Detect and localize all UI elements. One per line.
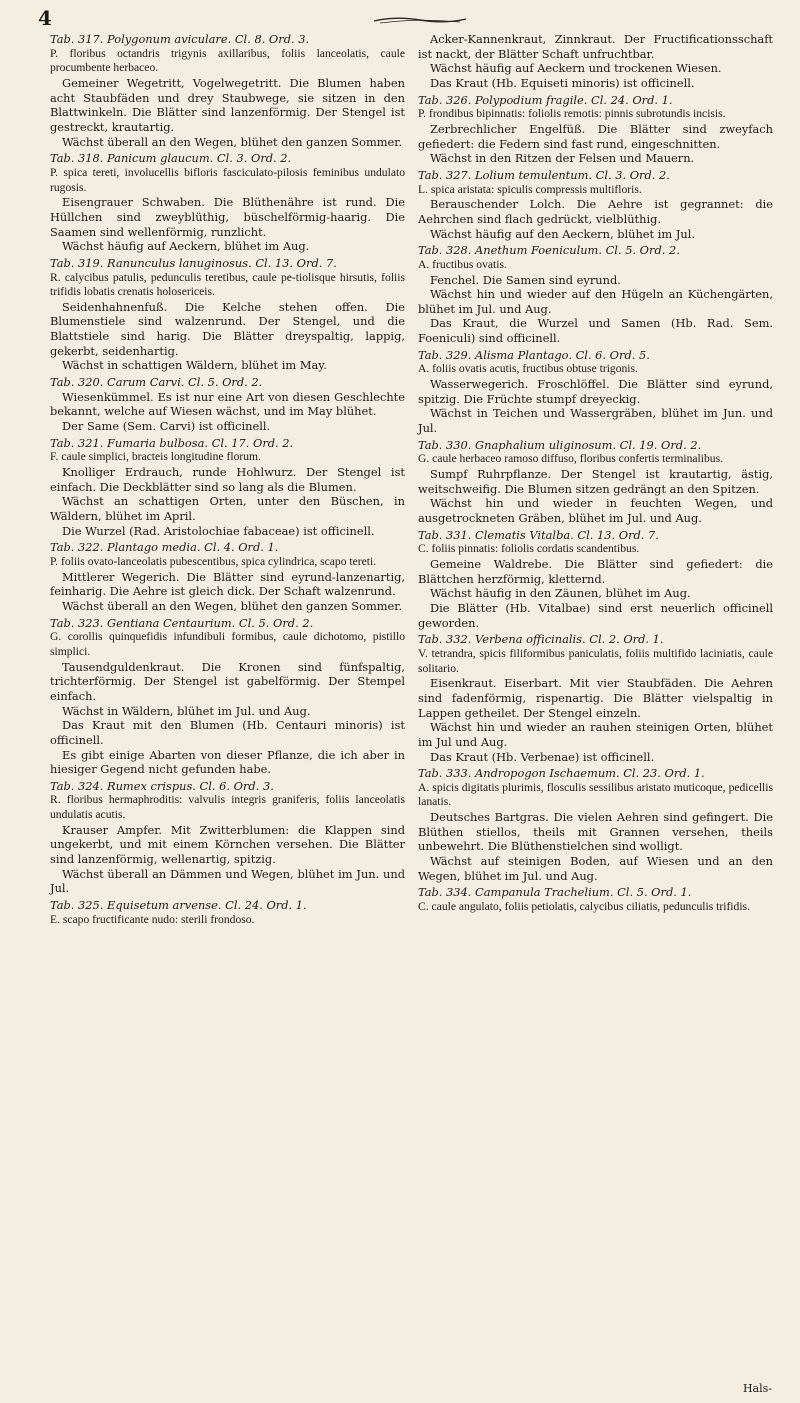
entry-heading: Tab. 327. Lolium temulentum. Cl. 3. Ord. 2. xyxy=(418,167,670,182)
entry-paragraph: Wächst häufig auf Aeckern und trockenen Wiesen. xyxy=(430,61,722,76)
entry-paragraph: Wächst überall an Dämmen und Wegen, blühet im Jun. und Jul. xyxy=(50,866,405,896)
entry-heading: Tab. 332. Verbena officinalis. Cl. 2. Ord. 1. xyxy=(418,632,664,647)
ornament-rule xyxy=(370,14,470,26)
latin-diagnosis: P. foliis ovato-lanceolatis pubescentibus, spica cylindrica, scapo tereti. xyxy=(50,554,377,568)
entry-paragraph: Das Kraut (Hb. Equiseti minoris) ist officinell. xyxy=(430,75,695,90)
entry-heading: Tab. 317. Polygonum aviculare. Cl. 8. Ord. 3. xyxy=(50,32,310,46)
entry-332 xyxy=(418,632,773,764)
entry-paragraph: Knolliger Erdrauch, runde Hohlwurz. Der Stengel ist einfach. Die Deckblätter sind so lang als die Blumen. xyxy=(50,465,405,494)
entry-334 xyxy=(418,885,773,914)
latin-diagnosis: G. corollis quinquefidis infundibuli formibus, caule dichotomo, pistillo simplici. xyxy=(50,630,405,658)
entry-323 xyxy=(50,616,405,777)
entry-heading: Tab. 318. Panicum glaucum. Cl. 3. Ord. 2. xyxy=(50,151,292,166)
latin-diagnosis: G. caule herbaceo ramoso diffuso, floribus confertis terminalibus. xyxy=(418,452,723,466)
latin-diagnosis: L. spica aristata: spiculis compressis multifloris. xyxy=(418,182,642,196)
entry-paragraph: Wächst in Teichen und Wassergräben, blühet im Jun. und Jul. xyxy=(418,406,773,436)
entry-paragraph: Die Wurzel (Rad. Aristolochiae fabaceae) ist officinell. xyxy=(62,523,375,538)
latin-diagnosis: A. spicis digitatis plurimis, flosculis sessilibus aristato muticoque, pedicellis lanatis. xyxy=(418,780,773,809)
entry-paragraph: Das Kraut (Hb. Verbenae) ist officinell. xyxy=(430,749,655,764)
entry-321 xyxy=(50,436,405,539)
latin-diagnosis: R. calycibus patulis, pedunculis teretibus, caule pe-tiolisque hirsutis, foliis trifidis lobatis crenatis holosericeis. xyxy=(50,270,405,299)
entry-heading: Tab. 321. Fumaria bulbosa. Cl. 17. Ord. 2. xyxy=(50,435,294,450)
latin-diagnosis: V. tetrandra, spicis filiformibus paniculatis, foliis multifido laciniatis, caule solitario. xyxy=(418,646,773,675)
entry-paragraph: Seidenhahnenfuß. Die Kelche stehen offen. Die Blumenstiele sind walzenrund. Der Stengel, und die Blattstiele sind harig. Die Blätter dreyspaltig, lappig, gekerbt, seidenhartig. xyxy=(50,299,405,358)
latin-diagnosis: A. foliis ovatis acutis, fructibus obtuse trigonis. xyxy=(418,362,638,376)
entry-paragraph: Wächst hin und wieder auf den Hügeln an Küchengärten, blühet im Jul. und Aug. xyxy=(418,287,773,316)
entry-paragraph: Wiesenkümmel. Es ist nur eine Art von diesen Geschlechte bekannt, welche auf Wiesen wächst, und im May blühet. xyxy=(50,389,405,419)
latin-diagnosis: P. frondibus bipinnatis: foliolis remotis: pinnis subrotundis incisis. xyxy=(418,107,726,121)
entry-paragraph: Wächst häufig auf Aeckern, blühet im Aug. xyxy=(62,239,310,254)
entry-heading: Tab. 329. Alisma Plantago. Cl. 6. Ord. 5. xyxy=(418,347,650,362)
entry-paragraph: Wächst in schattigen Wäldern, blühet im May. xyxy=(62,358,327,373)
entry-333 xyxy=(418,766,773,883)
entry-328 xyxy=(418,243,773,346)
entry-heading: Tab. 334. Campanula Trachelium. Cl. 5. Ord. 1. xyxy=(418,885,692,900)
entry-heading: Tab. 323. Gentiana Centaurium. Cl. 5. Ord. 2. xyxy=(50,615,314,630)
entry-paragraph: Wächst auf steinigen Boden, auf Wiesen und an den Wegen, blühet im Jul. und Aug. xyxy=(418,854,773,883)
latin-diagnosis: E. scapo fructificante nudo: sterili frondoso. xyxy=(50,912,255,926)
entry-paragraph: Wächst in den Ritzen der Felsen und Mauern. xyxy=(430,151,695,166)
entry-paragraph: Eisenkraut. Eiserbart. Mit vier Staubfäden. Die Aehren sind fadenförmig, rispenartig. Die Blätter vielspaltig in Lappen getheilet. Der Stengel einzeln. xyxy=(418,676,773,720)
entry-322 xyxy=(50,540,405,613)
entry-320 xyxy=(50,375,405,434)
right-column xyxy=(418,32,773,917)
entry-heading: Tab. 320. Carum Carvi. Cl. 5. Ord. 2. xyxy=(50,375,263,390)
entry-paragraph: Gemeiner Wegetritt, Vogelwegetritt. Die Blumen haben acht Staubfäden und drey Staubwege, sie sitzen in den Blattwinkeln. Die Blätter sind lanzenförmig. Der Stengel ist gestreckt, krautartig. xyxy=(50,75,405,134)
entry-heading: Tab. 326. Polypodium fragile. Cl. 24. Ord. 1. xyxy=(418,92,673,107)
page-number: 4 xyxy=(38,6,52,30)
entry-paragraph: Acker-Kannenkraut, Zinnkraut. Der Fructificationsschaft ist nackt, der Blätter Schaft unfruchtbar. xyxy=(418,32,773,61)
entry-327 xyxy=(418,168,773,241)
entry-318 xyxy=(50,151,405,254)
latin-diagnosis: C. caule angulato, foliis petiolatis, calycibus ciliatis, pedunculis trifidis. xyxy=(418,900,750,914)
entry-paragraph: Berauschender Lolch. Die Aehre ist gegrannet: die Aehrchen sind flach gedrückt, vielblüthig. xyxy=(418,197,773,226)
entry-329 xyxy=(418,348,773,436)
entry-paragraph: Wächst häufig in den Zäunen, blühet im Aug. xyxy=(430,586,691,601)
entry-heading: Tab. 333. Andropogon Ischaemum. Cl. 23. Ord. 1. xyxy=(418,766,705,781)
catchword: Hals- xyxy=(742,1382,772,1395)
entry-paragraph: Krauser Ampfer. Mit Zwitterblumen: die Klappen sind ungekerbt, und mit einem Körnchen versehen. Die Blätter sind lanzenförmig, wellenartig, spitzig. xyxy=(50,822,405,867)
entry-paragraph: Wasserwegerich. Froschlöffel. Die Blätter sind eyrund, spitzig. Die Früchte stumpf dreyeckig. xyxy=(418,377,773,406)
latin-diagnosis: F. caule simplici, bracteis longitudine florum. xyxy=(50,450,261,464)
latin-diagnosis: P. floribus octandris trigynis axillaribus, foliis lanceolatis, caule procumbente herbaceo. xyxy=(50,46,405,75)
entry-paragraph: Die Blätter (Hb. Vitalbae) sind erst neuerlich officinell geworden. xyxy=(418,600,773,630)
entry-paragraph: Fenchel. Die Samen sind eyrund. xyxy=(430,272,621,287)
entry-paragraph: Wächst hin und wieder an rauhen steinigen Orten, blühet im Jul und Aug. xyxy=(418,720,773,749)
entry-paragraph: Wächst in Wäldern, blühet im Jul. und Aug. xyxy=(62,703,311,718)
entry-paragraph: Tausendguldenkraut. Die Kronen sind fünfspaltig, trichterförmig. Der Stengel ist gabelförmig. Der Stempel einfach. xyxy=(50,659,405,703)
entry-paragraph: Wächst an schattigen Orten, unter den Büschen, in Wäldern, blühet im April. xyxy=(50,494,405,523)
entry-317 xyxy=(50,32,405,149)
entry-heading: Tab. 322. Plantago media. Cl. 4. Ord. 1. xyxy=(50,540,279,555)
entry-paragraph: Mittlerer Wegerich. Die Blätter sind eyrund-lanzenartig, feinharig. Die Aehre ist gleich dick. Der Schaft walzenrund. xyxy=(50,569,405,599)
entry-325 xyxy=(50,898,405,927)
entry-paragraph: Das Kraut, die Wurzel und Samen (Hb. Rad. Sem. Foeniculi) sind officinell. xyxy=(418,316,773,346)
latin-diagnosis: C. foliis pinnatis: foliolis cordatis scandentibus. xyxy=(418,542,640,556)
entry-paragraph: Deutsches Bartgras. Die vielen Aehren sind gefingert. Die Blüthen stiellos, theils mit Grannen versehen, theils unbewehrt. Die Blüthenstielchen sind wolligt. xyxy=(418,810,773,854)
entry-paragraph: Der Same (Sem. Carvi) ist officinell. xyxy=(62,419,271,434)
entry-heading: Tab. 328. Anethum Foeniculum. Cl. 5. Ord. 2. xyxy=(418,243,680,258)
entry-326 xyxy=(418,93,773,166)
entry-heading: Tab. 325. Equisetum arvense. Cl. 24. Ord. 1. xyxy=(50,898,307,913)
entry-heading: Tab. 324. Rumex crispus. Cl. 6. Ord. 3. xyxy=(50,778,274,793)
latin-diagnosis: A. fructibus ovatis. xyxy=(418,257,507,271)
entry-paragraph: Wächst häufig auf den Aeckern, blühet im Jul. xyxy=(430,226,695,241)
entry-paragraph: Eisengrauer Schwaben. Die Blüthenähre ist rund. Die Hüllchen sind zweyblüthig, büschelförmig-haarig. Die Saamen sind wellenförmig, runzlicht. xyxy=(50,195,405,239)
latin-diagnosis: P. spica tereti, involucellis bifloris fasciculato-pilosis feminibus undulato rugosis. xyxy=(50,165,405,194)
entry-330 xyxy=(418,438,773,526)
entry-paragraph: Wächst überall an den Wegen, blühet den ganzen Sommer. xyxy=(62,598,403,613)
entry-325b xyxy=(418,32,773,91)
entry-paragraph: Gemeine Waldrebe. Die Blätter sind gefiedert: die Blättchen herzförmig, kletternd. xyxy=(418,556,773,586)
entry-paragraph: Das Kraut mit den Blumen (Hb. Centauri minoris) ist officinell. xyxy=(50,718,405,747)
entry-heading: Tab. 331. Clematis Vitalba. Cl. 13. Ord. 7. xyxy=(418,527,659,542)
entry-heading: Tab. 330. Gnaphalium uliginosum. Cl. 19. Ord. 2. xyxy=(418,437,702,452)
entry-331 xyxy=(418,528,773,631)
latin-diagnosis: R. floribus hermaphroditis: valvulis integris graniferis, foliis lanceolatis undulatis acutis. xyxy=(50,793,405,822)
entry-paragraph: Wächst hin und wieder in feuchten Wegen, und ausgetrockneten Gräben, blühet im Jul. und Aug. xyxy=(418,496,773,525)
entry-paragraph: Sumpf Ruhrpflanze. Der Stengel ist krautartig, ästig, weitschweifig. Die Blumen sitzen gedrängt an den Spitzen. xyxy=(418,467,773,496)
left-column xyxy=(50,32,405,929)
entry-324 xyxy=(50,779,405,896)
entry-paragraph: Zerbrechlicher Engelfüß. Die Blätter sind zweyfach gefiedert: die Federn sind fast rund, eingeschnitten. xyxy=(418,121,773,151)
page-header xyxy=(30,6,770,30)
entry-319 xyxy=(50,256,405,373)
entry-paragraph: Wächst überall an den Wegen, blühet den ganzen Sommer. xyxy=(62,134,403,149)
entry-paragraph: Es gibt einige Abarten von dieser Pflanze, die ich aber in hiesiger Gegend nicht gefunden habe. xyxy=(50,747,405,777)
entry-heading: Tab. 319. Ranunculus lanuginosus. Cl. 13. Ord. 7. xyxy=(50,255,337,270)
